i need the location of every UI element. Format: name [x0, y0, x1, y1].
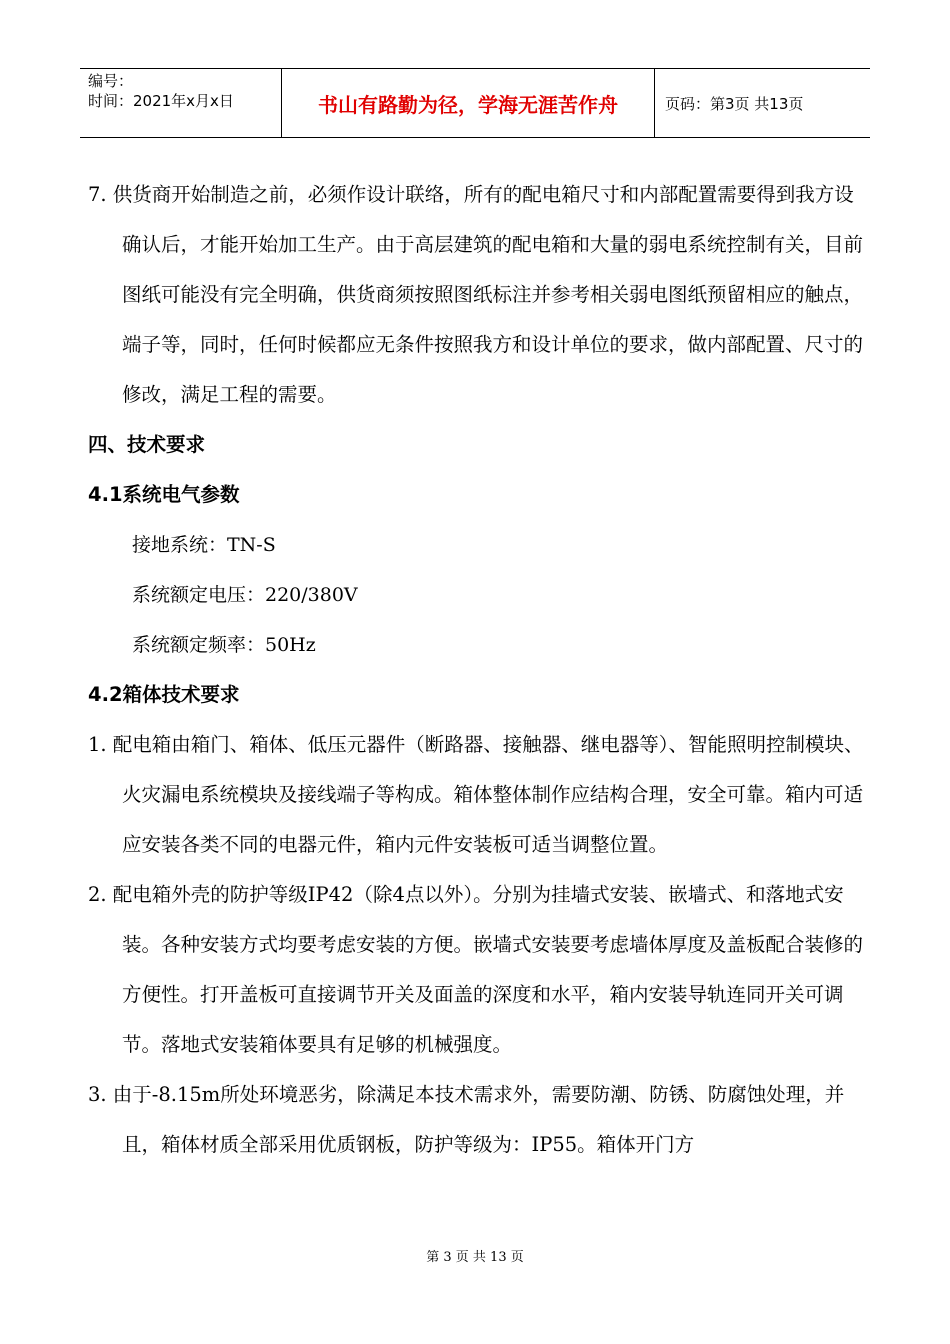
- requirement-3: 3. 由于-8.15m所处环境恶劣，除满足本技术需求外，需要防潮、防锈、防腐蚀处理，并且，箱体材质全部采用优质钢板，防护等级为：IP55。箱体开门方: [88, 1083, 845, 1156]
- requirement-1: 1. 配电箱由箱门、箱体、低压元器件（断路器、接触器、继电器等）、智能照明控制模块、火灾漏电系统模块及接线端子等构成。箱体整体制作应结构合理，安全可靠。箱内可适应安装各类不同的电器元件，箱内元件安装板可适当调整位置。: [88, 733, 864, 856]
- subsection-title: 4.1系统电气参数: [88, 483, 240, 506]
- header-page-info: 页码：第3页 共13页: [665, 94, 804, 113]
- subsection-title: 4.2箱体技术要求: [88, 683, 240, 706]
- requirement-2: 2. 配电箱外壳的防护等级IP42（除4点以外）。分别为挂墙式安装、嵌墙式、和落地式安装。各种安装方式均要考虑安装的方便。嵌墙式安装要考虑墙体厚度及盖板配合装修的方便性。打开盖板可直接调节开关及面盖的深度和水平，箱内安装导轨连同开关可调节。落地式安装箱体要具有足够的机械强度。: [88, 883, 864, 1056]
- param-grounding: 接地系统：TN-S: [132, 534, 276, 556]
- header-meta: [80, 69, 282, 137]
- page-header: [80, 68, 870, 138]
- param-voltage: 系统额定电压：220/380V: [132, 584, 358, 606]
- document-body: [88, 170, 868, 1170]
- param-frequency: 系统额定频率：50Hz: [132, 634, 316, 656]
- paragraph-item-7: 7. 供货商开始制造之前，必须作设计联络，所有的配电箱尺寸和内部配置需要得到我方设确认后，才能开始加工生产。由于高层建筑的配电箱和大量的弱电系统控制有关，目前图纸可能没有完全明确，供货商须按照图纸标注并参考相关弱电图纸预留相应的触点，端子等，同时，任何时候都应无条件按照我方和设计单位的要求，做内部配置、尺寸的修改，满足工程的需要。: [88, 183, 864, 406]
- number-label: 编号：: [88, 72, 134, 90]
- date-label: 时间：2021年x月x日: [88, 92, 234, 110]
- section-title: 四、技术要求: [88, 433, 206, 456]
- header-motto: 书山有路勤为径，学海无涯苦作舟: [282, 69, 655, 137]
- page-footer: 第 3 页 共 13 页: [426, 1250, 524, 1265]
